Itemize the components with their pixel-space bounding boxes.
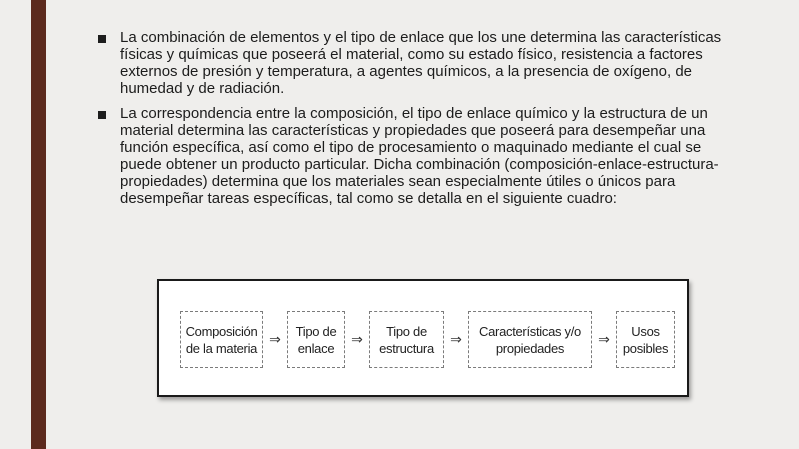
square-bullet-icon [98,35,106,43]
flow-step-line: Tipo de [295,323,337,339]
bullet-text: La combinación de elementos y el tipo de enlace que los une determina las características físicas y químicas que poseerá el material, como su estado físico, resistencia a factores externos de presión y temperatura, a agentes químicos, a la presencia de oxígeno, de humedad y de radiación. [120,29,722,97]
bullet-text: La correspondencia entre la composición, el tipo de enlace químico y la estructura de un material determina las características y propiedades que poseerá para desempeñar una función específica, así como el tipo de procesamiento o maquinado mediante el cual se puede obtener un producto particular. Dicha combinación (composición-enlace-estructura-propiedades) determina que los materiales sean especialmente útiles o únicos para desempeñar tareas específicas, tal como se detalla en el siguiente cuadro: [120,105,719,207]
right-arrow-icon: ⇒ [450,331,462,347]
flow-step-usos [616,311,675,368]
bullet-item [98,29,728,97]
square-bullet-icon [98,111,106,119]
right-arrow-icon: ⇒ [269,331,281,347]
flow-step-composicion [180,311,263,368]
flow-diagram [180,311,675,368]
bullet-item [98,105,728,207]
right-arrow-icon: ⇒ [598,331,610,347]
flow-step-line: Usos [631,323,660,339]
right-arrow-icon: ⇒ [351,331,363,347]
flow-step-line: propiedades [495,340,565,356]
flow-step-propiedades [468,311,592,368]
flow-step-line: Características y/o [479,323,581,339]
slide-content [98,29,728,215]
flow-step-line: Tipo de [386,323,427,339]
flow-step-line: de la materia [185,340,258,356]
flow-step-enlace [287,311,345,368]
flow-step-line: enlace [297,340,335,356]
flow-step-estructura [369,311,444,368]
flow-step-line: posibles [622,340,669,356]
slide-accent-bar [31,0,46,449]
flow-step-line: estructura [379,340,434,356]
flow-diagram-image [157,279,689,397]
flow-step-line: Composición [185,323,258,339]
